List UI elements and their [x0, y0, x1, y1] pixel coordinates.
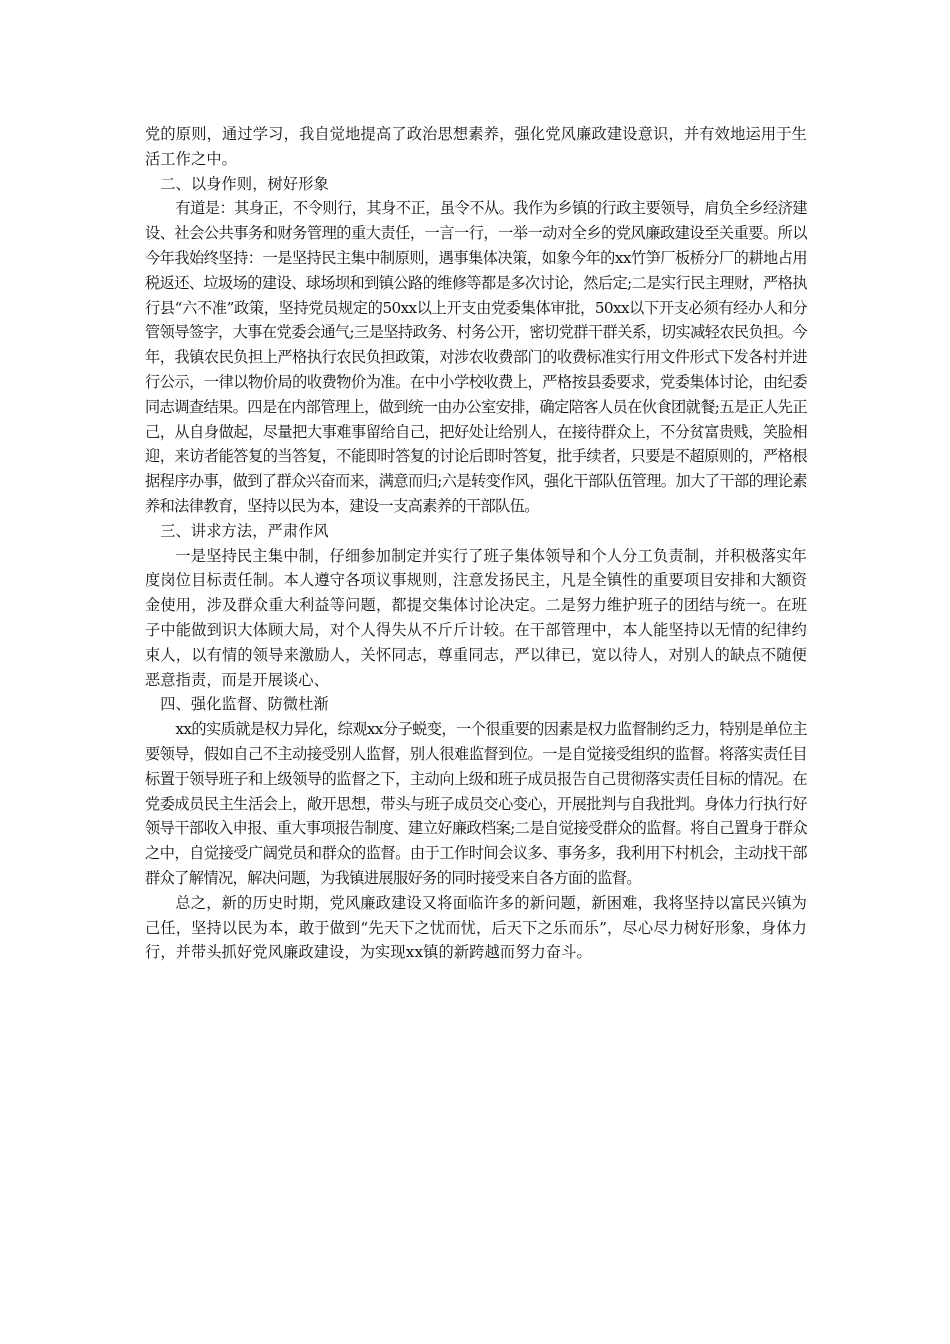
- paragraph-continued: 党的原则，通过学习，我自觉地提高了政治思想素养，强化党风廉政建设意识，并有效地运用于生活工作之中。: [145, 125, 807, 168]
- section-heading-3: 三、讲求方法，严肃作风: [160, 521, 329, 540]
- paragraph-section-2: 有道是：其身正，不令则行，其身不正，虽令不从。我作为乡镇的行政主要领导，肩负全乡经济建设、社会公共事务和财务管理的重大责任，一言一行，一举一动对全乡的党风廉政建设至关重要。所以今年我始终坚持：一是坚持民主集中制原则，遇事集体决策，如象今年的xx竹笋厂板桥分厂的耕地占用税返还、垃圾场的建设、球场坝和到镇公路的维修等都是多次讨论，然后定;二是实行民主理财，严格执行县“六不准”政策，坚持党员规定的50xx以上开支由党委集体审批，50xx以下开支必须有经办人和分管领导签字，大事在党委会通气;三是坚持政务、村务公开，密切党群干群关系，切实减轻农民负担。今年，我镇农民负担上严格执行农民负担政策，对涉农收费部门的收费标准实行用文件形式下发各村并进行公示，一律以物价局的收费物价为准。在中小学校收费上，严格按县委要求，党委集体讨论，由纪委同志调查结果。四是在内部管理上，做到统一由办公室安排，确定陪客人员在伙食团就餐;五是正人先正己，从自身做起，尽量把大事难事留给自己，把好处让给别人，在接待群众上，不分贫富贵贱，笑脸相迎，来访者能答复的当答复，不能即时答复的讨论后即时答复，批手续者，只要是不超原则的，严格根据程序办事，做到了群众兴奋而来，满意而归;六是转变作风，强化干部队伍管理。加大了干部的理论素养和法律教育，坚持以民为本，建设一支高素养的干部队伍。: [145, 199, 807, 515]
- paragraph-conclusion: 总之，新的历史时期，党风廉政建设又将面临许多的新问题，新困难，我将坚持以富民兴镇为己任，坚持以民为本，敢于做到“先天下之忧而忧，后天下之乐而乐”，尽心尽力树好形象，身体力行，并带头抓好党风廉政建设，为实现xx镇的新跨越而努力奋斗。: [145, 893, 807, 962]
- paragraph-section-4: xx的实质就是权力异化，综观xx分子蜕变，一个很重要的因素是权力监督制约乏力，特别是单位主要领导，假如自己不主动接受别人监督，别人很难监督到位。一是自觉接受组织的监督。将落实责任目标置于领导班子和上级领导的监督之下，主动向上级和班子成员报告自己贯彻落实责任目标的情况。在党委成员民主生活会上，敞开思想，带头与班子成员交心变心，开展批判与自我批判。身体力行执行好领导干部收入申报、重大事项报告制度、建立好廉政档案;二是自觉接受群众的监督。将自己置身于群众之中，自觉接受广阔党员和群众的监督。由于工作时间会议多、事务多，我利用下村机会，主动找干部群众了解情况，解决问题，为我镇进展服好务的同时接受来自各方面的监督。: [145, 720, 807, 887]
- section-heading-2: 二、以身作则，树好形象: [160, 174, 329, 193]
- paragraph-section-3: 一是坚持民主集中制，仔细参加制定并实行了班子集体领导和个人分工负责制，并积极落实年度岗位目标责任制。本人遵守各项议事规则，注意发扬民主，凡是全镇性的重要项目安排和大额资金使用，涉及群众重大利益等问题，都提交集体讨论决定。二是努力维护班子的团结与统一。在班子中能做到识大体顾大局，对个人得失从不斤斤计较。在干部管理中，本人能坚持以无情的纪律约束人，以有情的领导来激励人，关怀同志，尊重同志，严以律已，宽以待人，对别人的缺点不随便恶意指责，而是开展谈心、: [145, 546, 807, 689]
- section-heading-4: 四、强化监督、防微杜渐: [160, 695, 329, 714]
- document-body: [145, 122, 807, 965]
